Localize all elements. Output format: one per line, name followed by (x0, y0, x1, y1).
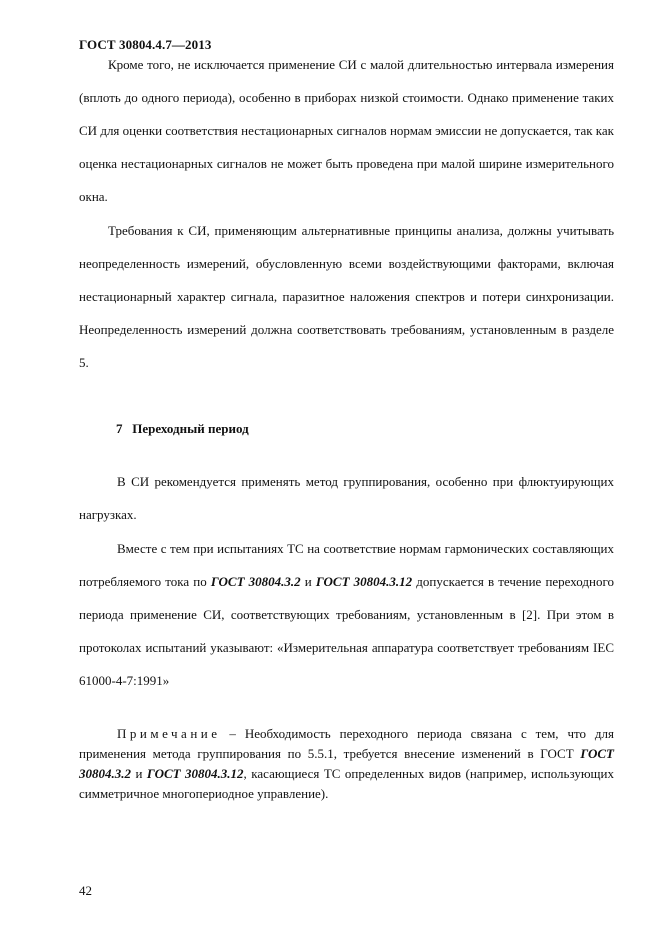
paragraph-alternative-analysis-requirements: Требования к СИ, применяющим альтернативные принципы анализа, должны учитывать неопределенность измерений, обусловленную всеми воздействующими факторами, включая нестационарный характер сигнала, паразитное наложения спектров и потери синхронизации. Неопределенность измерений должна соответствовать требованиям, установленным в разделе 5. (79, 223, 614, 370)
standard-reference: ГОСТ 30804.3.12 (146, 766, 244, 781)
paragraph-grouping-method: В СИ рекомендуется применять метод группирования, особенно при флюктуирующих нагрузках. (79, 474, 614, 522)
standard-reference: ГОСТ 30804.3.12 (315, 574, 413, 589)
paragraph-transition-testing (79, 532, 614, 697)
section-heading (116, 421, 249, 437)
note-label: Примечание (117, 726, 221, 741)
page-number: 42 (79, 883, 92, 898)
standard-reference: ГОСТ 30804.3.2 (210, 574, 301, 589)
paragraph-text: допускается в течение переходного периода применение СИ, соответствующих требованиям, установленным в [2]. При этом в протоколах испытаний указывают: «Измерительная аппаратура соответствует требованиям IEC 61000-4-7:1991» (79, 574, 614, 688)
section-title: Переходный период (132, 421, 249, 436)
note-text: – Необходимость переходного периода связана с тем, что для применения метода группирования по 5.5.1, требуется внесение изменений в ГОСТ (79, 726, 614, 761)
note-text: , касающиеся ТС определенных видов (например, использующих симметричное многопериодное управление). (79, 766, 614, 801)
paragraph-text: Вместе с тем при испытаниях ТС на соответствие нормам гармонических составляющих потребляемого тока по (79, 541, 614, 589)
note-block (79, 724, 614, 804)
section-number: 7 (116, 421, 123, 436)
document-code-header: ГОСТ 30804.4.7—2013 (79, 37, 212, 52)
note-text: и (131, 766, 147, 781)
paragraph-short-interval-instruments: Кроме того, не исключается применение СИ с малой длительностью интервала измерения (вплоть до одного периода), особенно в приборах низкой стоимости. Однако применение таких СИ для оценки соответствия нестационарных сигналов нормам эмиссии не допускается, так как оценка нестационарных сигналов не может быть проведена при малой ширине измерительного окна. (79, 57, 614, 204)
standard-reference: ГОСТ 30804.3.2 (79, 746, 614, 781)
paragraph-text: и (300, 574, 316, 589)
